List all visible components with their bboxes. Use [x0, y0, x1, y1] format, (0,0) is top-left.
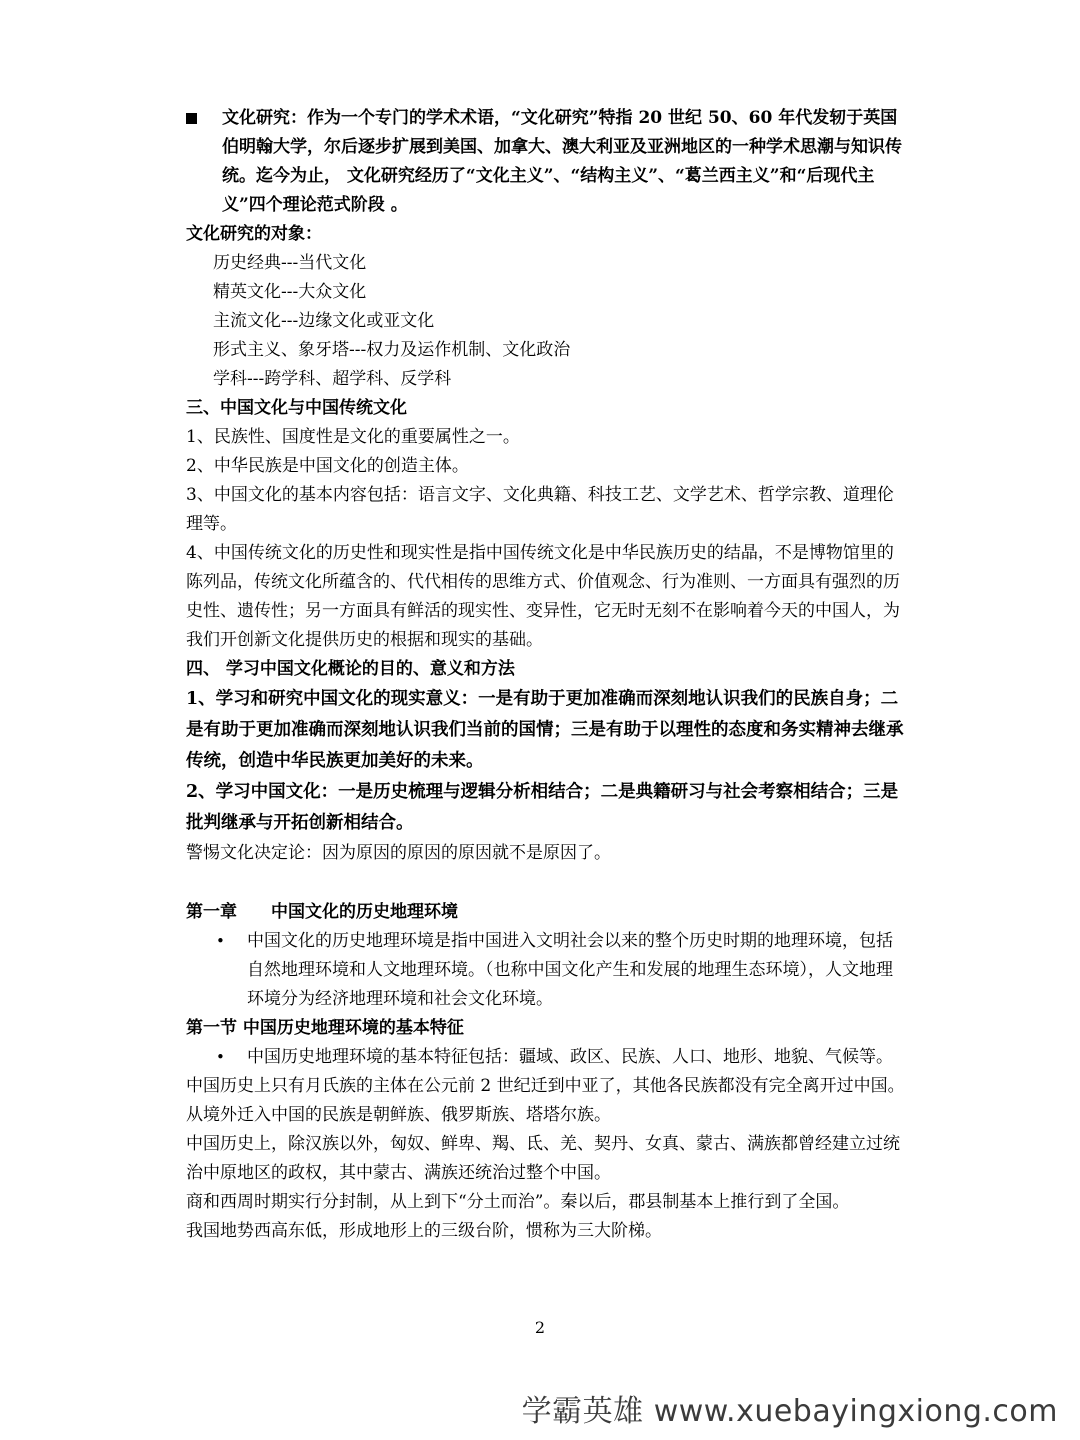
section-title: 第一节 中国历史地理环境的基本特征 [186, 1018, 464, 1038]
page-number: 2 [534, 1318, 546, 1337]
object-item: 精英文化---大众文化 [213, 282, 367, 302]
objects-heading: 文化研究的对象： [186, 224, 322, 244]
section4-item2: 2、学习中国文化：一是历史梳理与逻辑分析相结合；二是典籍研习与社会考察相结合；三是批判继承与开拓创新相结合。 [186, 782, 899, 833]
chapter-bullet-row [186, 927, 906, 1014]
section3-heading: 三、中国文化与中国传统文化 [186, 398, 407, 418]
cultural-studies-definition: 文化研究：作为一个专门的学术术语，“文化研究”特指 20 世纪 50、60 年代发轫于英国伯明翰大学，尔后逐步扩展到美国、加拿大、澳大利亚及亚洲地区的一种学术思潮与知识传统。迄今为止， 文化研究经历了“文化主义”、“结构主义”、“葛兰西主义”和“后现代主义”四个理论范式阶段 。 [222, 108, 902, 215]
object-item: 历史经典---当代文化 [213, 253, 367, 273]
section3-item: 4、中国传统文化的历史性和现实性是指中国传统文化是中华民族历史的结晶，不是博物馆里的陈列品，传统文化所蕴含的、代代相传的思维方式、价值观念、行为准则、一方面具有强烈的历史性、遗传性；另一方面具有鲜活的现实性、变异性，它无时无刻不在影响着今天的中国人，为我们开创新文化提供历史的根据和现实的基础。 [186, 543, 900, 650]
section-bullet-row [186, 1043, 906, 1072]
section4-item1: 1、学习和研究中国文化的现实意义：一是有助于更加准确而深刻地认识我们的民族自身；二是有助于更加准确而深刻地认识我们当前的国情；三是有助于以理性的态度和务实精神去继承传统，创造中华民族更加美好的未来。 [186, 689, 904, 771]
document-page [186, 104, 906, 1246]
section4-heading: 四、 学习中国文化概论的目的、意义和方法 [186, 659, 515, 679]
square-bullet-icon [186, 113, 197, 124]
object-item: 形式主义、象牙塔---权力及运作机制、文化政治 [213, 340, 571, 360]
section3-item: 3、中国文化的基本内容包括：语言文字、文化典籍、科技工艺、文学艺术、哲学宗教、道理伦理等。 [186, 485, 894, 534]
bullet-dot-icon: • [216, 932, 225, 950]
bullet-dot-icon: • [216, 1048, 225, 1066]
body-paragraph: 中国历史上只有月氏族的主体在公元前 2 世纪迁到中亚了，其他各民族都没有完全离开过中国。从境外迁入中国的民族是朝鲜族、俄罗斯族、塔塔尔族。 [186, 1076, 905, 1125]
object-item: 主流文化---边缘文化或亚文化 [213, 311, 435, 331]
section-bullet-text: 中国历史地理环境的基本特征包括：疆域、政区、民族、人口、地形、地貌、气候等。 [247, 1047, 893, 1067]
body-paragraph: 我国地势西高东低，形成地形上的三级台阶，惯称为三大阶梯。 [186, 1221, 662, 1241]
section3-item: 1、民族性、国度性是文化的重要属性之一。 [186, 427, 520, 447]
body-paragraph: 商和西周时期实行分封制，从上到下“分土而治”。秦以后，郡县制基本上推行到了全国。 [186, 1192, 850, 1212]
definition-row [186, 104, 906, 220]
chapter-bullet-text: 中国文化的历史地理环境是指中国进入文明社会以来的整个历史时期的地理环境，包括自然地理环境和人文地理环境。（也称中国文化产生和发展的地理生态环境），人文地理环境分为经济地理环境和社会文化环境。 [247, 931, 893, 1009]
body-paragraph: 中国历史上，除汉族以外，匈奴、鲜卑、羯、氐、羌、契丹、女真、蒙古、满族都曾经建立过统治中原地区的政权，其中蒙古、满族还统治过整个中国。 [186, 1134, 900, 1183]
section4-note: 警惕文化决定论：因为原因的原因的原因就不是原因了。 [186, 843, 611, 863]
object-item: 学科---跨学科、超学科、反学科 [213, 369, 452, 389]
section3-item: 2、中华民族是中国文化的创造主体。 [186, 456, 469, 476]
site-watermark: 学霸英雄 www.xuebayingxiong.com [521, 1394, 1058, 1429]
chapter-title: 第一章 中国文化的历史地理环境 [186, 902, 458, 922]
